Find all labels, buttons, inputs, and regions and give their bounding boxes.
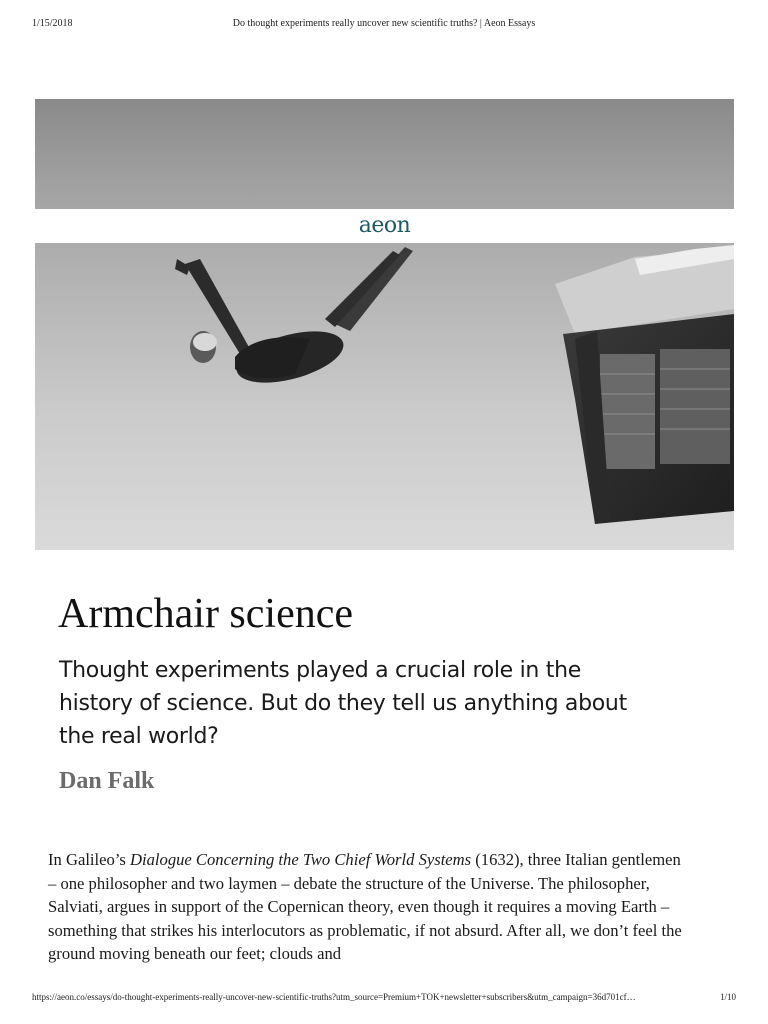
print-date: 1/15/2018	[32, 18, 73, 29]
article-author[interactable]: Dan Falk	[59, 768, 155, 794]
print-page-number: 1/10	[719, 992, 736, 1002]
print-header	[0, 18, 768, 32]
article-standfirst: Thought experiments played a crucial role in the history of science. But do they tell us anything about the real world?	[59, 658, 627, 749]
logo-band	[35, 209, 734, 243]
book-title-italic: Dialogue Concerning the Two Chief World Systems	[130, 850, 472, 869]
article-body-paragraph	[48, 848, 688, 966]
aeon-logo[interactable]: aeon	[358, 213, 411, 238]
hero-image	[35, 99, 734, 550]
print-footer	[0, 992, 768, 1006]
diving-platform	[555, 245, 734, 524]
article-title: Armchair science	[58, 591, 354, 637]
body-text-segment: (1632), three Italian gentlemen – one philosopher and two laymen – debate the structure of the Universe. The philosopher, Salviati, argues in support of the Copernican theory, even though it requires a moving Earth – something that strikes his interlocutors as problematic, if not absurd. After all, we don’t feel the ground moving beneath our feet; clouds and	[48, 850, 682, 963]
body-text-segment: In Galileo’s	[48, 850, 131, 869]
diver-photo	[35, 99, 734, 550]
diver-figure	[175, 247, 413, 392]
print-url: https://aeon.co/essays/do-thought-experiments-really-uncover-new-scientific-truths?utm_source=Premium+TOK+newsletter+subscribers&utm_campaign=36d701cf…	[32, 992, 636, 1002]
print-page-title: Do thought experiments really uncover new scientific truths? | Aeon Essays	[232, 18, 536, 29]
